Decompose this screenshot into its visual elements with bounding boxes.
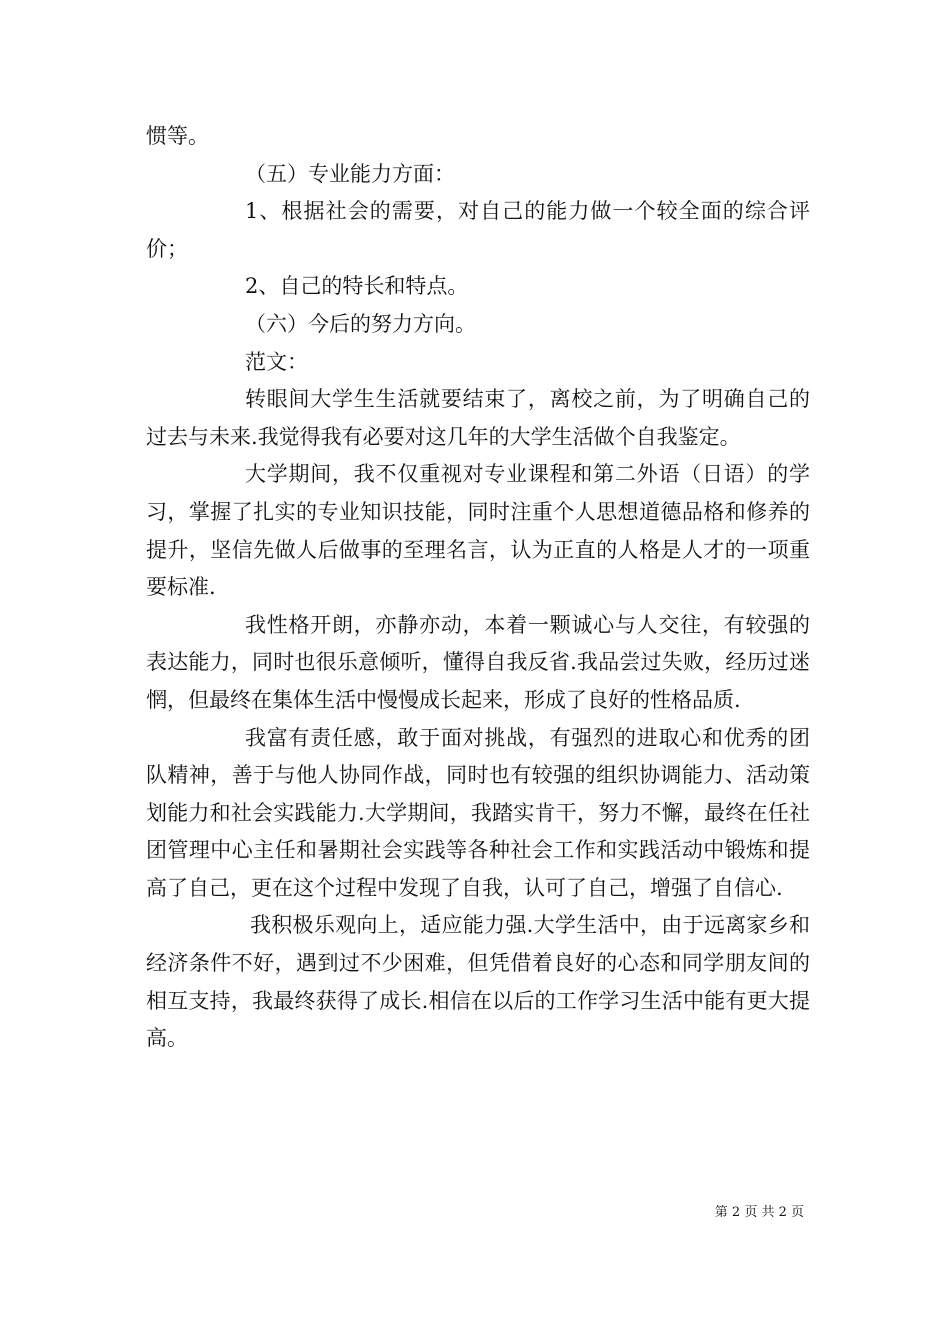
list-item-2: 2、自己的特长和特点。 [245,274,469,299]
paragraph: 我积极乐观向上，适应能力强.大学生活中，由于远离家乡和经济条件不好，遇到过不少困难，但凭借着良好的心态和同学朋友间的相互支持，我最终获得了成长.相信在以后的工作学习生活中能有更大提高。 [146,913,810,1051]
section-heading-professional-ability: （五）专业能力方面： [245,161,455,186]
paragraph-continuation: 惯等。 [146,124,209,148]
paragraph: 大学期间，我不仅重视对专业课程和第二外语（日语）的学习，掌握了扎实的专业知识技能，同时注重个人思想道德品格和修养的提升，坚信先做人后做事的至理名言，认为正直的人格是人才的一项重要标准. [146,462,810,600]
sample-heading: 范文： [245,349,308,374]
paragraph: 我性格开朗，亦静亦动，本着一颗诚心与人交往，有较强的表达能力，同时也很乐意倾听，懂得自我反省.我品尝过失败，经历过迷惘，但最终在集体生活中慢慢成长起来，形成了良好的性格品质. [146,612,810,712]
paragraph: 我富有责任感，敢于面对挑战，有强烈的进取心和优秀的团队精神，善于与他人协同作战，同时也有较强的组织协调能力、活动策划能力和社会实践能力.大学期间，我踏实肯干，努力不懈，最终在任社团管理中心主任和暑期社会实践等各种社会工作和实践活动中锻炼和提高了自己，更在这个过程中发现了自我，认可了自己，增强了自信心. [146,725,810,900]
paragraph: 转眼间大学生生活就要结束了，离校之前，为了明确自己的过去与未来.我觉得我有必要对这几年的大学生活做个自我鉴定。 [146,387,810,449]
section-heading-future-direction: （六）今后的努力方向。 [245,311,476,336]
document-body [146,118,810,1058]
list-item-1: 1、根据社会的需要，对自己的能力做一个较全面的综合评价； [146,199,810,261]
page-number-footer: 第 2 页 共 2 页 [714,1205,804,1220]
